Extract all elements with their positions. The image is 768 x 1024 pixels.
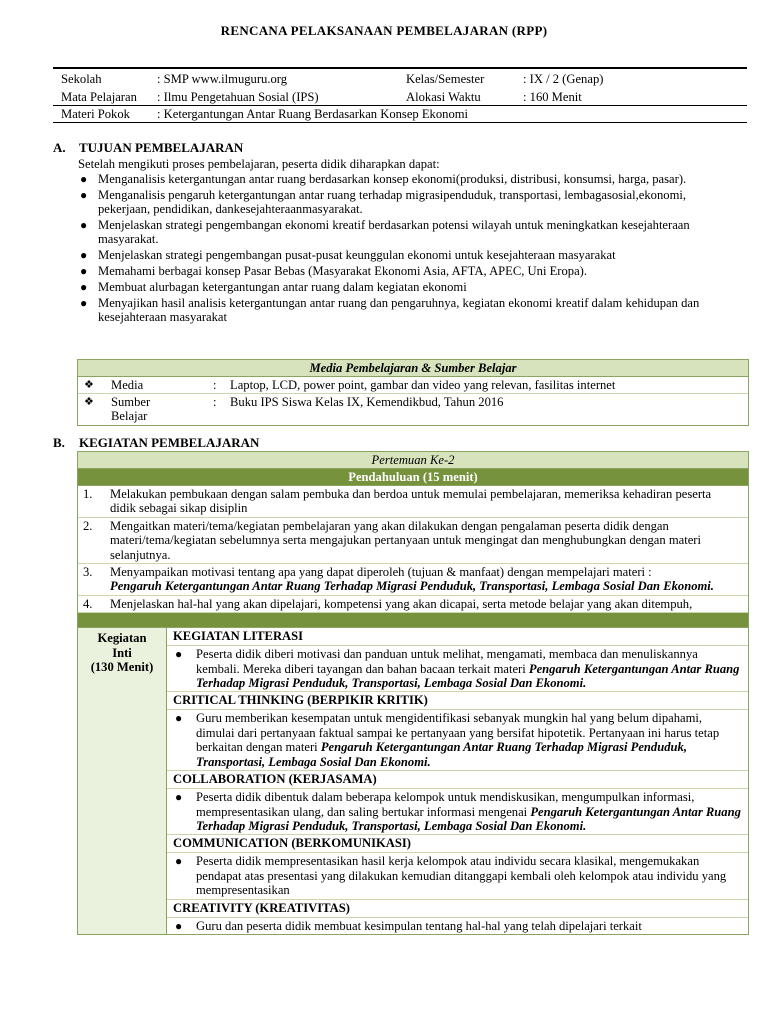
document-title: RENCANA PELAKSANAAN PEMBELAJARAN (RPP) bbox=[220, 23, 548, 38]
row-emphasis: Pengaruh Ketergantungan Antar Ruang Terhadap Migrasi Penduduk, Transportasi, Lembaga Sosial Dan Ekonomi. bbox=[110, 579, 714, 594]
critical-emphasis: Pengaruh Ketergantungan Antar Ruang Terhadap Migrasi Penduduk, Transportasi, Lembaga Sosial Dan Ekonomi. bbox=[196, 740, 687, 769]
table-row bbox=[78, 486, 748, 518]
bullet-icon: ● bbox=[175, 647, 183, 662]
diamond-bullet-icon: ❖ bbox=[84, 379, 94, 391]
bullet-icon: ● bbox=[175, 711, 183, 726]
table-row bbox=[78, 596, 748, 613]
collab-title: COLLABORATION (KERJASAMA) bbox=[167, 771, 748, 789]
core-label-cell bbox=[78, 628, 167, 934]
collab-emphasis: Pengaruh Ketergantungan Antar Ruang Terhadap Migrasi Penduduk, Transportasi, Lembaga Sosial Dan Ekonomi. bbox=[196, 804, 741, 833]
mapel-value: : Ilmu Pengetahuan Sosial (IPS) bbox=[157, 90, 319, 104]
bullet-icon: ● bbox=[80, 295, 88, 310]
row-number: 2. bbox=[83, 518, 93, 533]
objective-text: Menjelaskan strategi pengembangan pusat-pusat keunggulan ekonomi untuk kesejahteraan masyarakat bbox=[98, 248, 616, 263]
sumber-label: Sumber Belajar bbox=[111, 395, 151, 424]
list-item bbox=[167, 853, 748, 899]
bullet-icon: ● bbox=[80, 218, 88, 232]
list-item bbox=[78, 280, 728, 294]
section-a-intro: Setelah mengikuti proses pembelajaran, peserta didik diharapkan dapat: bbox=[78, 157, 440, 171]
objective-text: Menjelaskan strategi pengembangan ekonomi kreatif berdasarkan potensi wilayah untuk meningkatkan kesejahteraan masyarakat. bbox=[98, 218, 690, 247]
section-b-title: KEGIATAN PEMBELAJARAN bbox=[79, 435, 260, 450]
materi-label: Materi Pokok bbox=[61, 107, 130, 121]
activity-table bbox=[77, 451, 749, 935]
section-a-title: TUJUAN PEMBELAJARAN bbox=[79, 140, 244, 155]
list-item bbox=[78, 172, 728, 186]
diamond-bullet-icon: ❖ bbox=[84, 396, 94, 408]
kelas-value: : IX / 2 (Genap) bbox=[523, 72, 604, 86]
media-header: Media Pembelajaran & Sumber Belajar bbox=[78, 360, 748, 377]
critical-text: Guru memberikan kesempatan untuk mengidentifikasi sebanyak mungkin hal yang belum dipahami, dimulai dari pertanyaan faktual sampai ke pertanyaan yang bersifat hipotetik. Pertanyaan ini harus tetap berkaitan dengan materi bbox=[196, 711, 720, 755]
list-item bbox=[78, 264, 728, 278]
section-a-heading bbox=[53, 141, 243, 155]
table-row bbox=[78, 564, 748, 596]
objectives-list bbox=[78, 172, 728, 326]
row-text: Menjelaskan hal-hal yang akan dipelajari, kompetensi yang akan dicapai, serta metode belajar yang akan ditempuh, bbox=[110, 596, 693, 611]
bullet-icon: ● bbox=[175, 918, 183, 933]
objective-text: Menganalisis pengaruh ketergantungan antar ruang terhadap migrasipenduduk, transportasi, lembagasosial,ekonomi, pekerjaan, pendidikan, dankesejahteraanmasyarakat. bbox=[98, 187, 687, 217]
objective-text: Menyajikan hasil analisis ketergantungan antar ruang dan pengaruhnya, kegiatan ekonomi kreatif dalam kehidupan dan kesejahteraan masyarakat bbox=[98, 295, 700, 324]
core-time: (130 Menit) bbox=[90, 660, 154, 675]
creat-text: Guru dan peserta didik membuat kesimpulan tentang hal-hal yang telah dipelajari terkait bbox=[196, 918, 642, 933]
alokasi-value: : 160 Menit bbox=[523, 90, 582, 104]
list-item bbox=[78, 188, 728, 217]
objective-text: Memahami berbagai konsep Pasar Bebas (Masyarakat Ekonomi Asia, AFTA, APEC, Uni Eropa). bbox=[98, 264, 588, 278]
list-item bbox=[167, 646, 748, 692]
list-item bbox=[78, 296, 728, 325]
comm-title: COMMUNICATION (BERKOMUNIKASI) bbox=[167, 835, 748, 853]
row-number: 4. bbox=[83, 596, 93, 611]
sumber-value: Buku IPS Siswa Kelas IX, Kemendikbud, Tahun 2016 bbox=[230, 395, 504, 409]
list-item bbox=[167, 789, 748, 835]
list-item bbox=[167, 710, 748, 771]
objective-text: Menganalisis ketergantungan antar ruang berdasarkan konsep ekonomi(produksi, distribusi, konsumsi, harga, pasar). bbox=[98, 172, 687, 186]
table-row bbox=[78, 518, 748, 564]
media-value: Laptop, LCD, power point, gambar dan video yang relevan, fasilitas internet bbox=[230, 378, 616, 392]
row-number: 3. bbox=[83, 565, 93, 580]
collab-text: Peserta didik dibentuk dalam beberapa kelompok untuk mendiskusikan, mengumpulkan informasi, mempresentasikan ulang, dan saling bertukar informasi mengenai bbox=[196, 790, 695, 819]
row-content bbox=[78, 564, 748, 595]
sumber-colon: : bbox=[213, 395, 217, 409]
critical-title: CRITICAL THINKING (BERPIKIR KRITIK) bbox=[167, 692, 748, 710]
media-table bbox=[77, 359, 749, 426]
list-item bbox=[78, 248, 728, 262]
section-b-heading bbox=[53, 436, 259, 450]
section-a-letter: A. bbox=[53, 140, 66, 155]
comm-text: Peserta didik mempresentasikan hasil kerja kelompok atau individu secara klasikal, mengemukakan pendapat atas presentasi yang dilakukan kemudian ditanggapi kembali oleh kelompok atau individu yang mempresentasikan bbox=[196, 854, 727, 898]
section-separator bbox=[78, 613, 748, 628]
core-activity bbox=[78, 628, 748, 934]
identity-row-1 bbox=[53, 69, 747, 87]
literasi-text: Peserta didik diberi motivasi dan panduan untuk melihat, mengamati, membaca dan menuliskannya kembali. Mereka diberi tayangan dan bahan bacaan terkait materi bbox=[196, 647, 698, 676]
identity-table bbox=[53, 67, 747, 123]
sumber-row bbox=[78, 394, 748, 425]
bullet-icon: ● bbox=[80, 172, 88, 186]
media-row bbox=[78, 377, 748, 394]
sekolah-value: : SMP www.ilmuguru.org bbox=[157, 72, 288, 86]
literasi-emphasis: Pengaruh Ketergantungan Antar Ruang Terhadap Migrasi Penduduk, Transportasi, Lembaga Sosial Dan Ekonomi. bbox=[196, 661, 740, 691]
alokasi-label: Alokasi Waktu bbox=[406, 90, 481, 104]
row-text: Mengaitkan materi/tema/kegiatan pembelajaran yang akan dilakukan dengan pengalaman peserta didik dengan materi/tema/kegiatan sebelumnya serta mengajukan pertanyaan untuk mengingat dan menghubungkan dengan materi selanjutnya. bbox=[110, 518, 702, 562]
row-text: Melakukan pembukaan dengan salam pembuka dan berdoa untuk memulai pembelajaran, memeriksa kehadiran peserta didik sebagai sikap disiplin bbox=[110, 487, 712, 516]
literasi-title: KEGIATAN LITERASI bbox=[167, 628, 748, 646]
creat-title: CREATIVITY (KREATIVITAS) bbox=[167, 900, 748, 918]
identity-row-2 bbox=[53, 87, 747, 105]
bullet-icon: ● bbox=[80, 279, 88, 294]
row-text: Menyampaikan motivasi tentang apa yang dapat diperoleh (tujuan & manfaat) dengan mempelajari materi : bbox=[110, 565, 652, 580]
core-label: Kegiatan Inti bbox=[97, 631, 147, 660]
list-item bbox=[78, 218, 728, 247]
intro-header: Pendahuluan (15 menit) bbox=[78, 469, 748, 486]
core-content bbox=[167, 628, 748, 934]
meeting-header: Pertemuan Ke-2 bbox=[78, 452, 748, 469]
bullet-icon: ● bbox=[175, 790, 183, 805]
media-colon: : bbox=[213, 378, 217, 392]
identity-row-materi bbox=[53, 105, 747, 123]
bullet-icon: ● bbox=[80, 187, 88, 202]
bullet-icon: ● bbox=[80, 248, 88, 263]
bullet-icon: ● bbox=[80, 264, 88, 278]
objective-text: Membuat alurbagan ketergantungan antar ruang dalam kegiatan ekonomi bbox=[98, 279, 467, 294]
mapel-label: Mata Pelajaran bbox=[61, 90, 137, 104]
bullet-icon: ● bbox=[175, 854, 183, 869]
media-label: Media bbox=[111, 378, 144, 392]
list-item bbox=[167, 918, 748, 934]
sekolah-label: Sekolah bbox=[61, 72, 102, 86]
materi-value: : Ketergantungan Antar Ruang Berdasarkan Konsep Ekonomi bbox=[157, 107, 469, 121]
kelas-label: Kelas/Semester bbox=[406, 72, 485, 86]
section-b-letter: B. bbox=[53, 435, 65, 450]
row-number: 1. bbox=[83, 487, 93, 501]
